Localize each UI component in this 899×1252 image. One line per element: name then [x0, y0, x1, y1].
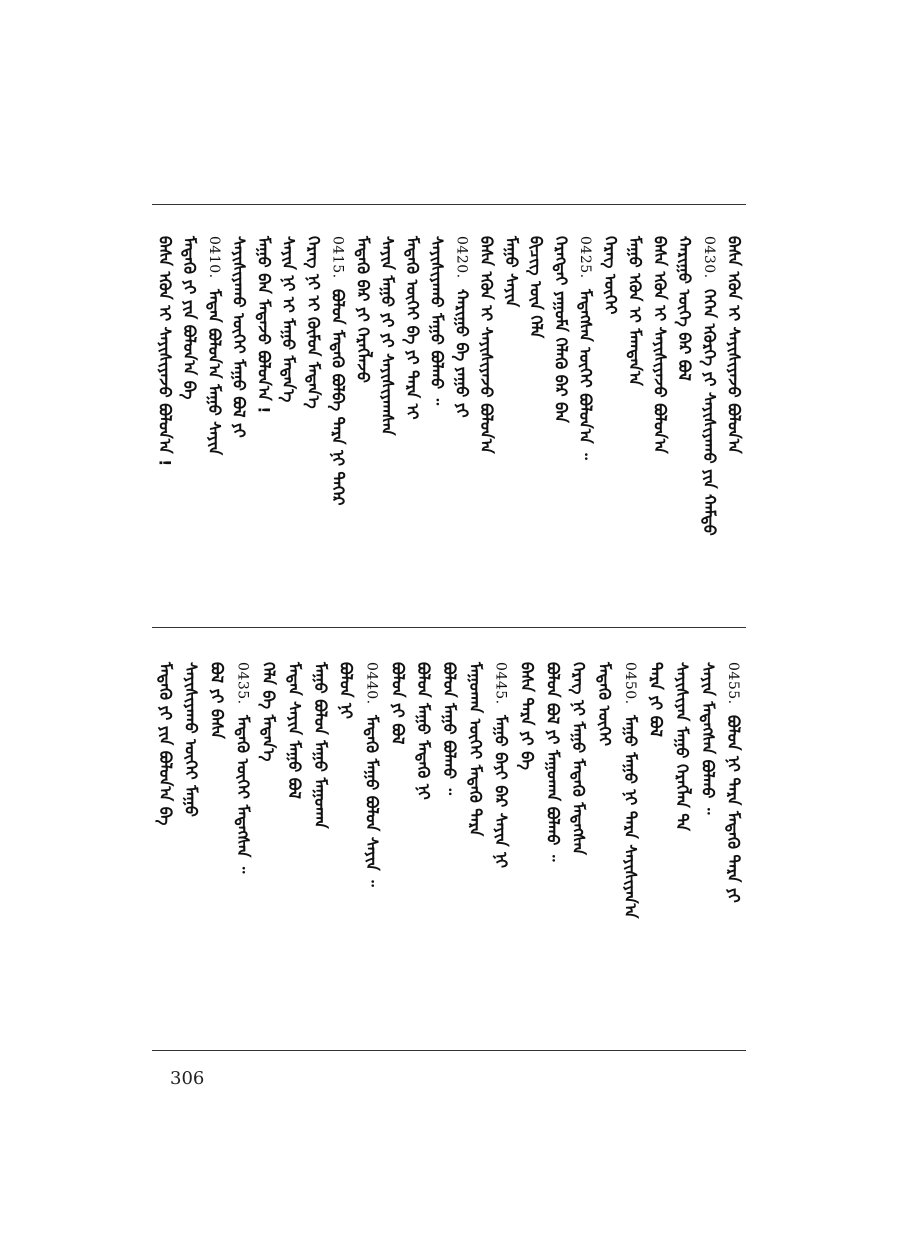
verse-line	[725, 236, 743, 454]
verse-text: ᠮᠡᠳᠡᠨ ᠪᠣᠯᠤᠨ᠎ᠠ ᠮᠠᠭᠤ ᠰᠠᠶᠢᠨ	[204, 288, 224, 455]
line-number: 0450.	[621, 662, 638, 705]
verse-text: ᠬᠠᠷᠢᠭᠤ ᠪᠠ ᠶᠠᠭᠤ ᠶᠢ	[452, 288, 472, 418]
verse-line	[311, 662, 329, 829]
verse-text: ᠰᠠᠶᠢᠰᠢᠶᠠᠬᠤ ᠮᠠᠭᠤ ᠪᠣᠯᠬᠤ ᠃	[427, 236, 447, 406]
verse-text: ᠪᠣᠯᠤᠨ ᠮᠡᠳᠡᠬᠦ ᠪᠣᠯᠪᠠ ᠲᠡᠷᠡ ᠨᠢ ᠳᠡᠭᠡᠷ	[328, 288, 348, 506]
verse-line	[230, 236, 248, 438]
verse-line	[205, 236, 223, 455]
verse-line	[675, 236, 693, 381]
verse-line	[304, 236, 322, 409]
top-rule	[152, 204, 746, 205]
verse-line	[259, 662, 277, 761]
verse-text: ᠮᠡᠳᠡᠬᠦ ᠶᠢ ᠶᠢᠨ ᠪᠣᠯᠤᠨ᠎ᠠ ᠪᠠ	[155, 662, 175, 826]
line-number: 0425.	[577, 236, 594, 279]
verse-text: ᠪᠠᠰᠠ ᠡᠭᠦᠨ ᠢ ᠰᠠᠶᠢᠰᠢᠶᠠᠵᠤ ᠪᠣᠯᠤᠨ᠎ᠠ	[477, 236, 497, 454]
verse-text: ᠪᠣᠯᠤᠨ ᠪᠣᠯ ᠶᠢ ᠮᠠᠭᠤᠬᠠᠨ ᠪᠣᠯᠬᠤ ᠃	[543, 662, 563, 862]
verse-text: ᠬᠠᠷᠢᠭᠤ ᠦᠭᠡ ᠪᠡᠷ ᠪᠣᠯ	[675, 236, 695, 381]
verse-text: ᠮᠠᠭᠤ ᠪᠣᠯᠤᠨ ᠮᠠᠭᠤ ᠮᠠᠭᠤᠬᠠᠨ	[310, 662, 330, 829]
verse-line	[527, 236, 545, 338]
verse-text: ᠮᠠᠭᠤᠬᠠᠨ ᠦᠭᠡᠢ ᠮᠡᠳᠡᠬᠦ ᠲᠡᠷᠡ	[465, 662, 485, 837]
verse-line	[601, 236, 619, 314]
verse-line	[700, 236, 718, 535]
verse-text: ᠰᠠᠶᠢᠨ ᠮᠠᠭᠤ ᠶᠢ ᠶᠢ ᠰᠠᠶᠢᠰᠢᠶᠠᠭᠰᠠᠨ	[378, 236, 398, 436]
verse-text: ᠭᠡᠭᠡᠨ ᠡᠭᠦᠷᠭᠡ ᠶᠢ ᠰᠠᠶᠢᠰᠢᠶᠠᠬᠤ ᠶᠢᠨ ᠬᠠᠮᠲᠤ	[699, 288, 719, 536]
verse-line	[502, 236, 520, 307]
verse-text: ᠰᠠᠶᠢᠨ ᠮᠡᠳᠡᠭᠰᠡᠨ ᠪᠣᠯᠬᠤ ᠃	[698, 662, 718, 815]
bottom-rule	[152, 1050, 746, 1051]
verse-text: ᠪᠣᠯᠤᠨ ᠮᠠᠭᠤ ᠮᠡᠳᠡᠬᠦ ᠨᠢ	[414, 662, 434, 800]
verse-text: ᠮᠡᠳᠡᠨ ᠰᠠᠶᠢᠨ ᠮᠠᠭᠤ ᠪᠣᠯ	[285, 662, 305, 799]
verse-text: ᠮᠡᠳᠡᠬᠦ ᠮᠠᠭᠤ ᠪᠣᠯᠤᠨ ᠰᠠᠶᠢᠨ ᠃	[362, 714, 382, 887]
verse-text: ᠪᠣᠯᠤᠨ ᠨᠢ	[336, 662, 356, 719]
page-number: 306	[170, 1068, 205, 1089]
verse-text: ᠪᠣᠯ ᠶᠢ ᠪᠠᠰᠠ	[207, 662, 227, 739]
verse-line	[279, 236, 297, 402]
verse-text: ᠬᠡᠯᠡ ᠪᠠ ᠮᠡᠳᠡᠨ᠎ᠡ	[259, 662, 279, 762]
verse-text: ᠮᠠᠭᠤ ᠪᠠᠨ ᠮᠡᠳᠡᠵᠦ ᠪᠣᠯᠤᠨ᠎ᠠ !	[254, 236, 274, 414]
verse-line	[353, 236, 371, 383]
verse-text: ᠪᠣᠯᠤᠨ ᠶᠢ ᠪᠣᠯ	[388, 662, 408, 745]
verse-line	[233, 662, 251, 873]
middle-rule	[152, 627, 746, 628]
verse-line	[254, 236, 272, 414]
verse-text: ᠰᠠᠶᠢᠨ ᠨᠢ ᠢ ᠮᠠᠭᠤ ᠮᠡᠳᠡᠨ᠎ᠡ	[279, 236, 299, 403]
verse-text: ᠰᠠᠶᠢᠰᠢᠶᠠᠬᠤ ᠦᠭᠡᠢ ᠮᠠᠭᠤ ᠪᠣᠯ ᠶᠢ	[229, 236, 249, 438]
line-number: 0455.	[725, 662, 742, 705]
verse-line	[543, 662, 561, 862]
verse-line	[698, 662, 716, 815]
line-number: 0420.	[453, 236, 470, 279]
line-number: 0440.	[363, 662, 380, 705]
verse-line	[621, 662, 639, 918]
verse-line	[477, 236, 495, 454]
verse-line	[672, 662, 690, 831]
verse-line	[285, 662, 303, 799]
verse-text: ᠬᠡᠷᠡᠭ ᠨᠢ ᠮᠠᠭᠤ ᠮᠡᠳᠡᠬᠦ ᠮᠡᠳᠡᠭᠰᠡᠨ	[569, 662, 589, 855]
verse-line	[626, 236, 644, 386]
verse-line	[156, 662, 174, 825]
verse-text: ᠮᠡᠳᠡᠬᠦ ᠪᠡᠷ ᠶᠢ ᠬᠡᠷᠡᠭᠯᠡᠵᠦ	[353, 236, 373, 383]
verse-line	[466, 662, 484, 836]
verse-line	[363, 662, 381, 886]
verse-text: ᠬᠡᠷᠡᠭᠲᠡᠢ ᠶᠠᠭᠤᠮᠠ ᠬᠡᠯᠡᠬᠦ ᠪᠡᠷ ᠪᠠᠨ	[551, 236, 571, 423]
line-number: 0445.	[492, 662, 509, 705]
verse-line	[569, 662, 587, 855]
verse-line	[650, 236, 668, 454]
verse-text: ᠮᠡᠳᠡᠬᠦ ᠦᠭᠡᠢ	[594, 662, 614, 747]
verse-text: ᠮᠡᠳᠡᠭᠰᠡᠨ ᠦᠭᠡᠢ ᠪᠣᠯᠤᠨ᠎ᠠ ᠃	[576, 288, 596, 460]
verse-text: ᠮᠡᠳᠡᠬᠦ ᠶᠢ ᠶᠢᠨ ᠪᠣᠯᠤᠨ᠎ᠠ ᠪᠠ	[180, 236, 200, 400]
verse-line	[329, 236, 347, 505]
line-number: 0435.	[234, 662, 251, 705]
verse-line	[595, 662, 613, 746]
verse-line	[724, 662, 742, 902]
verse-line	[182, 662, 200, 817]
verse-line	[551, 236, 569, 423]
verse-text: ᠰᠠᠶᠢᠰᠢᠶᠠᠨ ᠮᠠᠭᠤ ᠬᠡᠷᠡᠭᠯᠡᠨ ᠲᠠ	[672, 662, 692, 831]
line-number: 0410.	[205, 236, 222, 279]
line-number: 0430.	[700, 236, 717, 279]
verse-line	[428, 236, 446, 405]
verse-text: ᠪᠢᠴᠢᠭ ᠦᠨ ᠬᠡᠯᠡ	[526, 236, 546, 339]
verse-text: ᠬᠡᠷᠡᠭ ᠨᠢ ᠢ ᠬᠦᠮᠦᠨ ᠮᠡᠳᠡᠨ᠎ᠡ	[303, 236, 323, 409]
verse-text: ᠮᠠᠭᠤ ᠡᠭᠦᠨ ᠢ ᠮᠠᠭᠲᠠᠨ᠎ᠠ	[625, 236, 645, 386]
verse-text: ᠮᠡᠳᠡᠬᠦ ᠦᠭᠡᠢ ᠮᠡᠳᠡᠭᠰᠡᠨ ᠃	[233, 714, 253, 873]
verse-text: ᠲᠡᠷᠡ ᠶᠢ ᠪᠣᠯ	[646, 662, 666, 737]
verse-text: ᠮᠠᠭᠤ ᠮᠠᠭᠤ ᠨᠢ ᠲᠡᠷᠡ ᠰᠠᠶᠢᠰᠢᠶᠠᠨ᠎ᠠ	[620, 714, 640, 919]
verse-text: ᠪᠠᠰᠠ ᠡᠭᠦᠨ ᠢ ᠰᠠᠶᠢᠰᠢᠶᠠᠵᠤ ᠪᠣᠯᠤᠨ᠎ᠠ	[724, 236, 744, 454]
upper-verse-block	[152, 236, 746, 616]
verse-line	[180, 236, 198, 399]
verse-line	[414, 662, 432, 800]
verse-line	[576, 236, 594, 459]
verse-line	[155, 236, 173, 466]
verse-text: ᠮᠠᠭᠤ ᠪᠠᠶᠢ ᠪᠡᠷ ᠰᠠᠶᠢᠨ ᠨᠢ	[491, 714, 511, 868]
verse-text: ᠪᠠᠰᠠ ᠲᠡᠷᠡ ᠶᠢ ᠪᠠ	[517, 662, 537, 770]
verse-text: ᠮᠠᠭᠤ ᠰᠠᠶᠢᠨ	[501, 236, 521, 308]
verse-text: ᠬᠡᠷᠡᠭ ᠦᠭᠡᠢ	[600, 236, 620, 315]
verse-line	[403, 236, 421, 420]
verse-text: ᠪᠠᠰᠠ ᠡᠭᠦᠨ ᠢ ᠰᠠᠶᠢᠰᠢᠶᠠᠵᠤ ᠪᠣᠯᠤᠨ᠎ᠠ	[650, 236, 670, 454]
verse-text: ᠰᠠᠶᠢᠰᠢᠶᠠᠬᠤ ᠦᠭᠡᠢ ᠮᠠᠭᠤ	[181, 662, 201, 817]
verse-line	[440, 662, 458, 795]
verse-line	[388, 662, 406, 744]
line-number: 0415.	[329, 236, 346, 279]
verse-line	[378, 236, 396, 435]
lower-verse-block	[152, 662, 746, 1042]
verse-line	[208, 662, 226, 739]
verse-line	[647, 662, 665, 737]
verse-text: ᠮᠡᠳᠡᠬᠦ ᠦᠭᠡᠢ ᠪᠠ ᠶᠢ ᠲᠡᠷᠡ ᠢ	[402, 236, 422, 420]
verse-text: ᠪᠣᠯᠤᠨ ᠮᠠᠭᠤ ᠪᠣᠯᠬᠤ ᠃	[440, 662, 459, 796]
verse-line	[517, 662, 535, 770]
verse-line	[492, 662, 510, 868]
verse-line	[452, 236, 470, 417]
verse-line	[337, 662, 355, 719]
verse-text: ᠪᠠᠰᠠ ᠡᠭᠦᠨ ᠢ ᠰᠠᠶᠢᠰᠢᠶᠠᠵᠤ ᠪᠣᠯᠤᠨ᠎ᠠ !	[155, 236, 175, 467]
verse-text: ᠪᠣᠯᠤᠨ ᠨᠢ ᠲᠡᠷᠡ ᠮᠡᠳᠡᠬᠦ ᠲᠡᠷᠡ ᠶᠢ	[724, 714, 744, 903]
